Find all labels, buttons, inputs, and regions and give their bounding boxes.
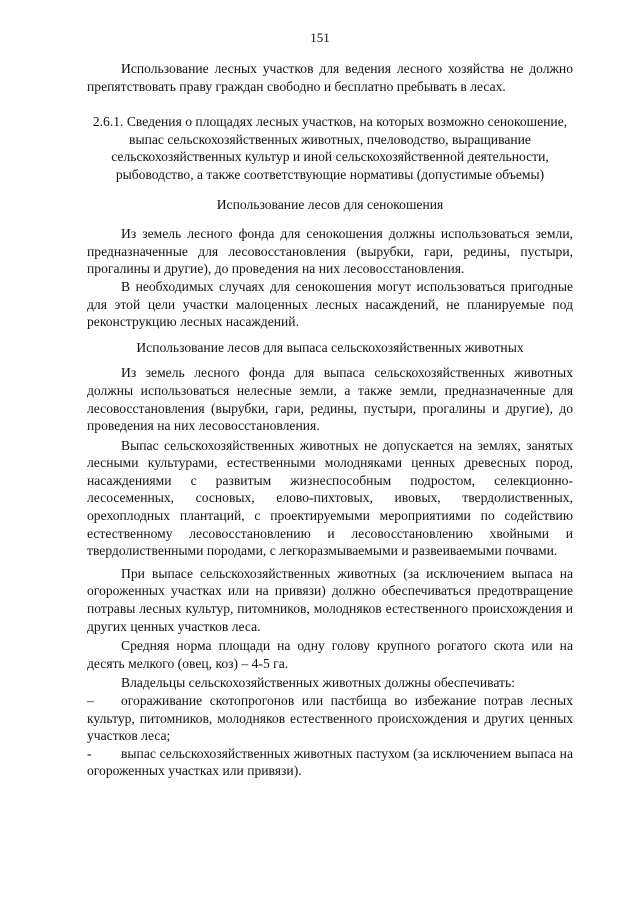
list-item: [87, 745, 573, 780]
section-heading: 2.6.1. Сведения о площадях лесных участков, на которых возможно сенокошение, выпас сельскохозяйственных животных, пчеловодство, выращивание сельскохозяйственных культур и иной сельскохозяйственной деятельности, рыбоводство, а также соответствующие нормативы (допустимые объемы): [92, 114, 568, 182]
list-marker: -: [87, 745, 92, 761]
grazing-heading: Использование лесов для выпаса сельскохозяйственных животных: [136, 339, 524, 355]
grazing-paragraph-1: Из земель лесного фонда для выпаса сельскохозяйственных животных должны использоваться нелесные земли, а также земли, предназначенные для лесовосстановления (вырубки, гари, редины, пустыри, прогалины и другие), до проведения на них лесовосстановления.: [87, 365, 573, 434]
intro-paragraph: Использование лесных участков для ведения лесного хозяйства не должно препятствовать праву граждан свободно и бесплатно пребывать в лесах.: [87, 61, 573, 94]
grazing-paragraph-2: Выпас сельскохозяйственных животных не допускается на землях, занятых лесными культурами, естественными молодняками ценных древесных пород, насаждениями с развитым жизнеспособным подростом, селекционно-лесосеменных, сосновых, елово-пихтовых, ивовых, твердолиственных, орехоплодных плантаций, с проектируемыми мероприятиями по содействию естественному лесовосстановлению и лесовосстановлению хвойными и твердолиственными породами, с легкоразмываемыми и развеиваемыми почвами.: [87, 437, 573, 559]
grazing-paragraph-5: Владельцы сельскохозяйственных животных должны обеспечивать:: [121, 675, 515, 691]
page-content: [87, 60, 573, 780]
haymaking-paragraph-2: В необходимых случаях для сенокошения могут использоваться пригодные для этой цели участки малоценных лесных насаждений, не планируемые под реконструкцию лесных насаждений.: [87, 278, 573, 330]
list-item-text: огораживание скотопрогонов или пастбища во избежание потрав лесных культур, питомников, молодняков естественного происхождения и других ценных участков леса;: [87, 693, 573, 744]
haymaking-heading: Использование лесов для сенокошения: [216, 196, 444, 212]
grazing-paragraph-3: При выпасе сельскохозяйственных животных (за исключением выпаса на огороженных участках или на привязи) должно обеспечиваться предотвращение потравы лесных культур, питомников, молодняков естественного происхождения и других ценных участков леса.: [87, 565, 573, 634]
haymaking-paragraph-1: Из земель лесного фонда для сенокошения должны использоваться земли, предназначенные для лесовосстановления (вырубки, гари, редины, пустыри, прогалины и другие), до проведения на них лесовосстановления.: [87, 226, 573, 277]
list-marker: –: [87, 693, 94, 708]
list-item: [87, 692, 573, 745]
list-item-text: выпас сельскохозяйственных животных пастухом (за исключением выпаса на огороженных участках или привязи).: [87, 745, 573, 779]
grazing-paragraph-4: Средняя норма площади на одну голову крупного рогатого скота или на десять мелкого (овец, коз) – 4-5 га.: [87, 638, 573, 671]
page-number: 151: [310, 30, 330, 45]
